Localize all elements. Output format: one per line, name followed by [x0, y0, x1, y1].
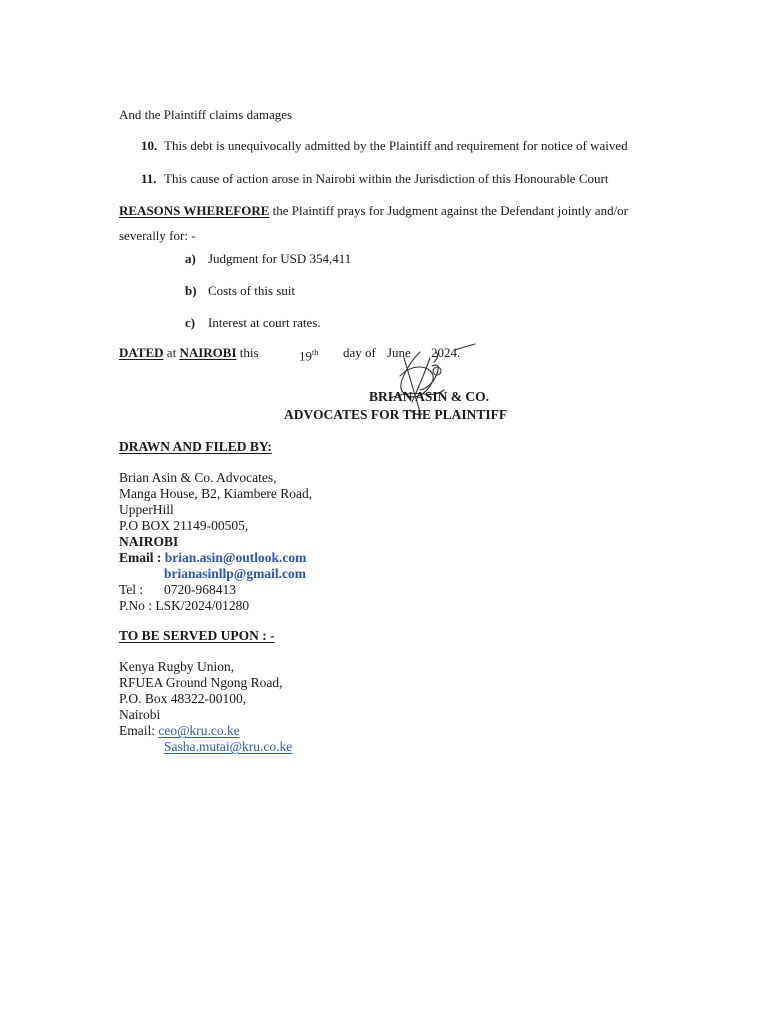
drawn-address-line: Manga House, B2, Kiambere Road, [119, 486, 313, 501]
served-email-line [119, 723, 240, 739]
served-email-1[interactable]: ceo@kru.co.ke [158, 723, 240, 738]
claims-intro: And the Plaintiff claims damages [119, 107, 293, 122]
prayer-item-marker: a) [185, 251, 196, 266]
prayer-item-text: Costs of this suit [208, 283, 296, 298]
drawn-address-line: P.O BOX 21149-00505, [119, 518, 249, 533]
served-address-line: Nairobi [119, 707, 161, 722]
dated-this: this [239, 345, 259, 360]
claim-text: This debt is unequivocally admitted by the Plaintiff and requirement for notice of waived [164, 138, 628, 153]
served-address-line: RFUEA Ground Ngong Road, [119, 675, 283, 690]
served-address-line: Kenya Rugby Union, [119, 659, 235, 674]
prayer-item-text: Judgment for USD 354,411 [208, 251, 352, 266]
prayer-heading: REASONS WHEREFORE [119, 203, 270, 218]
dated-label: DATED [119, 345, 164, 360]
drawn-tel: 0720-968413 [164, 582, 236, 597]
served-heading: TO BE SERVED UPON : - [119, 628, 275, 643]
drawn-heading: DRAWN AND FILED BY: [119, 439, 272, 454]
signature-firm: BRIAN ASIN & CO. [369, 389, 490, 404]
drawn-email-label: Email : [119, 550, 162, 565]
dated-day [299, 345, 318, 364]
claim-number: 10. [141, 138, 158, 153]
prayer-text: the Plaintiff prays for Judgment against the Defendant jointly and/or [272, 203, 629, 218]
dated-day-suffix: th [312, 348, 319, 357]
dated-line [119, 345, 259, 361]
served-address-line: P.O. Box 48322-00100, [119, 691, 247, 706]
drawn-address-line: Brian Asin & Co. Advocates, [119, 470, 277, 485]
prayer-item-marker: c) [185, 315, 196, 330]
drawn-email-line [119, 550, 306, 566]
dated-place: NAIROBI [179, 345, 237, 360]
dated-year: 2024. [431, 345, 461, 360]
dated-day-of: day of [343, 345, 376, 360]
claim-number: 11. [141, 171, 157, 186]
dated-day-number: 19 [299, 348, 312, 364]
prayer-item-marker: b) [185, 283, 197, 298]
drawn-pno: P.No : LSK/2024/01280 [119, 598, 250, 613]
prayer-line [119, 203, 628, 219]
served-email-2[interactable]: Sasha.mutai@kru.co.ke [164, 739, 293, 754]
drawn-city: NAIROBI [119, 534, 179, 549]
prayer-item-text: Interest at court rates. [208, 315, 321, 330]
served-email-label: Email: [119, 723, 155, 738]
drawn-tel-label: Tel : [119, 582, 144, 597]
signature-role: ADVOCATES FOR THE PLAINTIFF [284, 407, 508, 422]
claim-text: This cause of action arose in Nairobi within the Jurisdiction of this Honourable Court [164, 171, 609, 186]
drawn-email-2[interactable]: brianasinllp@gmail.com [164, 566, 306, 581]
drawn-address-line: UpperHill [119, 502, 174, 517]
dated-month: June [387, 345, 411, 360]
drawn-email-1[interactable]: brian.asin@outlook.com [164, 550, 307, 565]
prayer-text-continued: severally for: - [119, 228, 196, 243]
dated-at: at [166, 345, 177, 360]
